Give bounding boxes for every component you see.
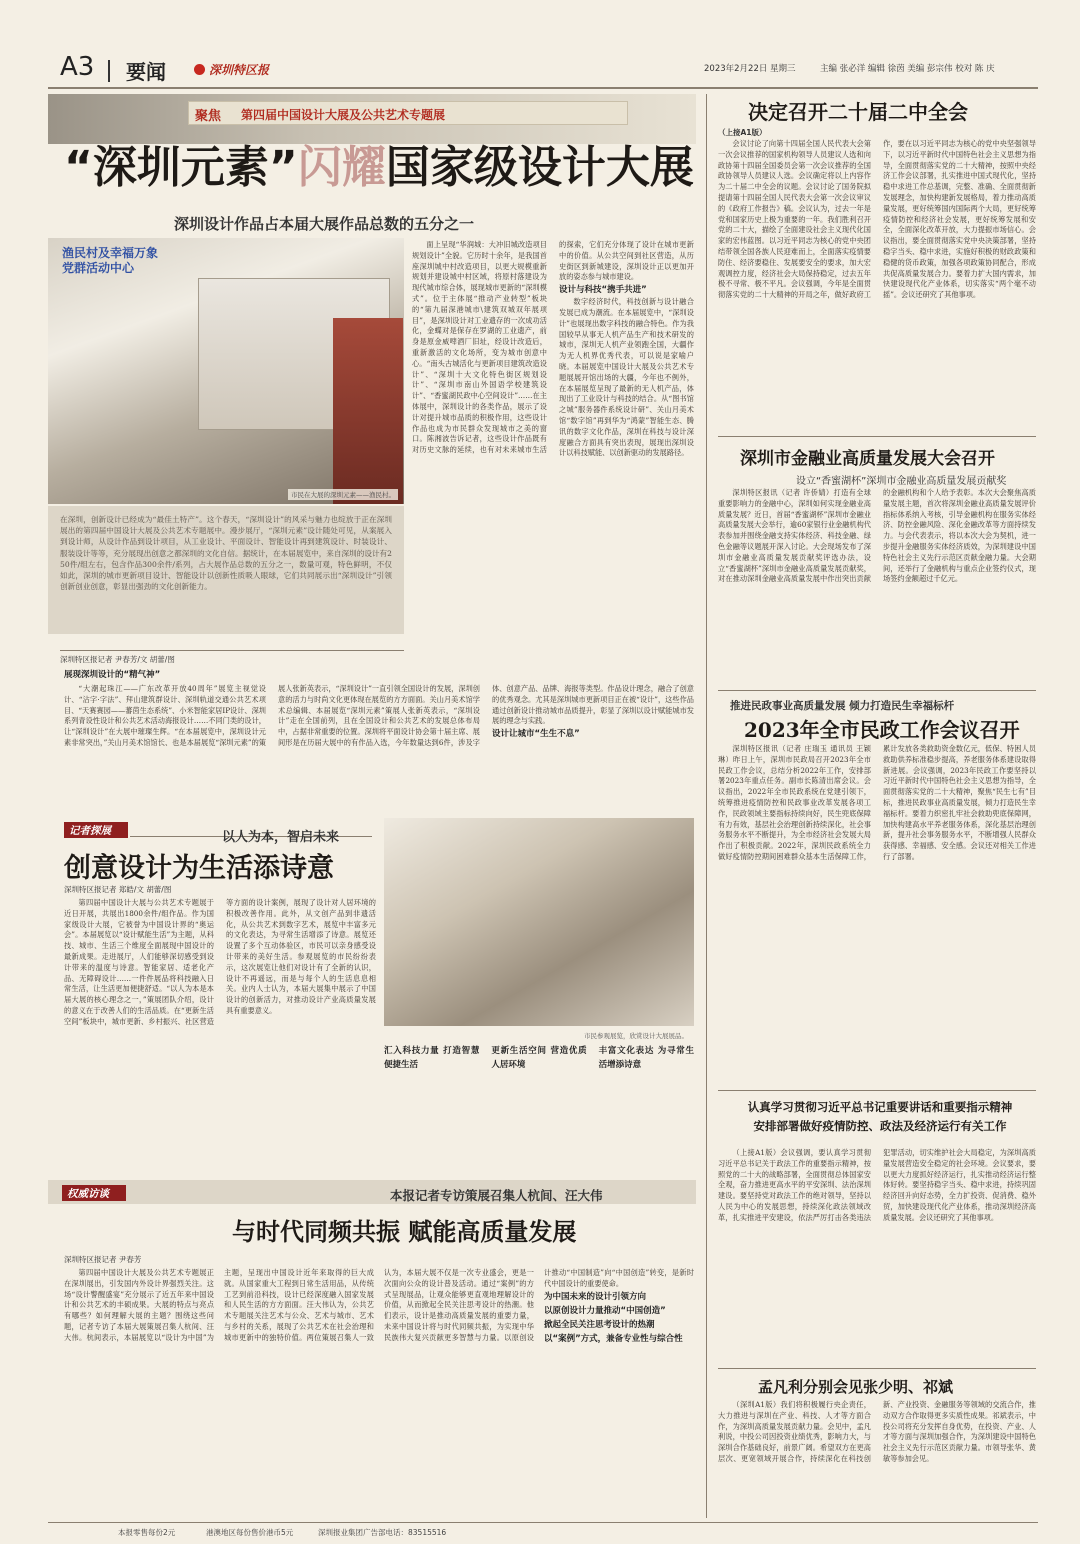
lead-subhead: 深圳设计作品占本届大展作品总数的五分之一 <box>174 215 475 233</box>
feature2-subheading-3: 掀起全民关注思考设计的热潮 <box>544 1319 655 1330</box>
topic-banner <box>188 101 628 125</box>
right1-body <box>718 139 1036 429</box>
banner-tag: 聚焦 <box>195 109 222 124</box>
feature1-subheading-3: 丰富文化表达 为寻常生活增添诗意 <box>598 1046 694 1070</box>
headline-part-3: 国家级设计大展 <box>385 142 694 193</box>
footer-phone: 深圳报业集团广告部电话：83515516 <box>318 1528 447 1537</box>
lead-paragraph-b: 面上呈现“华润城：大冲旧城改造项目规划设计”全貌。它历时十余年，是我国首座深圳城中村改造项目，以更大规模重新规划并建设城中村区域，将原村落建设为现代城市综合体，展现城市更新的“深圳模式”。位于主体展“推动产业转型”板块的“第九届深港城市\建筑双城双年展项目”，是深圳设计对工业遗存的一次成功活化，金蝶对是保存在罗湖的工业遗产，前身是原金威啤酒厂旧址，经设计改造后，重新激活的文化场所，变为城市创意中心。“南头古城活化与更新项目建筑改造设计”、“深圳十大文化特色街区规划设计”、“深圳市南山外国语学校建筑设计”、“香蜜湖民政中心空间设计”……在主体展中，深圳设计的各类作品，展示了设计对提升城市品质的积极作用，这些设计作品也成为市民群众发现城市之美的窗口。陈湘波告诉记者，这些设计作品既有对历史文脉的延续，也有对未来城市生活的探索，它们充分体现了设计在城市更新中的价值。从公共空间到社区营造，从历史街区到新城建设，深圳设计正以更加开放的姿态参与城市建设。 <box>412 240 694 455</box>
feature1-photo <box>384 818 694 1040</box>
photo-sign-line-1: 渔民村及幸福万象 <box>62 246 159 260</box>
masthead-rule <box>48 87 1038 89</box>
paper-name: 深圳特区报 <box>209 63 270 77</box>
lead-body-a <box>64 684 694 800</box>
lead-byline: 深圳特区报记者 尹春芳/文 胡蕾/图 <box>60 655 175 664</box>
lead-photo <box>48 238 404 504</box>
intro-text: 在深圳，创新设计已经成为“最佳土特产”。这个春天，“深圳设计”的风采与魅力也绽放于正在深圳展出的第四届中国设计大展及公共艺术专题展中。漫步展厅，“深圳元素”设计随处可见，从案展入到设计师，从设计作品到设计项目，从工业设计、平面设计、智能设计再到建筑设计、时装设计、服装设计等等，充分展现出创意之都深圳的文化自信。据统计，在本届展览中，来自深圳的设计有250件/组左右，包含作品300余件/系列，占大展作品总数的五分之一，数量可观，特色鲜明，不仅如此，深圳的城市更新项目设计、智能设计以创新性质吸人眼球，它们共同展示出“深圳设计”引领创新创业创意，彰显出强劲的文化创新能力。 <box>60 515 392 592</box>
feature1-tag: 记者探展 <box>69 825 111 837</box>
editor-credits: 主编 张必洋 编辑 徐茵 美编 彭宗伟 校对 陈 庆 <box>820 64 995 74</box>
right1-lead: （上接A1版） <box>718 128 767 137</box>
feature1-paragraph: 第四届中国设计大展与公共艺术专题展于近日开展，共展出1800余件/组作品。作为国家级设计大展，它被誉为中国设计界的“奥运会”。本届展览以“设计赋能生活”为主题，从科技、城市、生活三个维度全面展现中国设计的最新成果。走进展厅，人们能够深切感受到设计带来的温度与诗意。智能家居、适老化产品、无障碍设计……一件件展品将科技融入日常生活，让生活更加便捷舒适。“以人为本是本届大展的核心理念之一，”策展团队介绍，设计的意义在于改善人们的生活品质。在“更新生活空间”板块中，城市更新、乡村振兴、社区营造等方面的设计案例，展现了设计对人居环境的积极改善作用。此外，从文创产品到非遗活化，从公共艺术到数字艺术，展览中丰富多元的文化表达，为寻常生活增添了诗意。展览还设置了多个互动体验区，市民可以亲身感受设计带来的美好生活。参观展览的市民纷纷表示，这次展览让他们对设计有了全新的认识，设计不再遥远，而是与每个人的生活息息相关。业内人士认为，本届大展集中展示了中国设计的创新活力，对推动设计产业高质量发展具有重要意义。 <box>64 898 376 1026</box>
feature1-subheading-2: 更新生活空间 营造优质人居环境 <box>491 1046 587 1070</box>
lead-subheading-2: 设计让城市“生生不息” <box>492 729 580 740</box>
intro-box <box>48 506 404 634</box>
right5-headline: 孟凡利分别会见张少明、祁斌 <box>758 1378 954 1396</box>
right4-paragraph: （上接A1版）会议强调，要认真学习贯彻习近平总书记关于政法工作的重要指示精神，按照党的二十大的战略部署，全面贯彻总体国家安全观，奋力推进更高水平的平安深圳、法治深圳建设。要坚持党对政法工作的绝对领导，坚持以人民为中心的发展思想，持续深化政法领域改革，扎实推进平安建设，依法严厉打击各类违法犯罪活动，切实维护社会大局稳定，为深圳高质量发展营造安全稳定的社会环境。会议要求，要以更大力度抓好经济运行，扎实推动经济运行整体好转。要坚持稳字当头、稳中求进，持续巩固经济回升向好态势，全力扩投资、促消费、稳外贸，加快建设现代化产业体系，推动深圳经济高质量发展。会议还研究了其他事项。 <box>718 1148 1036 1222</box>
page-number: A3 <box>60 52 95 82</box>
photo-sign-line-2: 党群活动中心 <box>62 261 135 275</box>
right3-headline: 2023年全市民政工作会议召开 <box>744 718 1020 742</box>
right2-subhead: 设立“香蜜湖杯”深圳市金融业高质量发展贡献奖 <box>796 476 1007 487</box>
right4-headline <box>730 1098 1030 1136</box>
feature1-kicker: 以人为本，智启未来 <box>222 830 340 845</box>
right5-rule <box>718 1368 1036 1369</box>
feature1-body-right <box>384 1044 694 1170</box>
headline-part-2: 闪耀 <box>297 142 386 193</box>
right4-headline-line-1: 认真学习贯彻习近平总书记重要讲话和重要指示精神 <box>747 1100 1013 1114</box>
lead-subheading-1: 展现深圳设计的“精气神” <box>64 670 161 680</box>
feature2-paragraph: 第四届中国设计大展及公共艺术专题展正在深圳展出，引发国内外设计界强烈关注。这场“设计警醒盛宴”充分展示了近五年来中国设计和公共艺术的丰硕成果。大展的特点与亮点有哪些？如何理解大展的主题？围绕这些问题，记者专访了本届大展策展召集人杭间、汪大伟。杭间表示，本届展览以“设计为中国”为主题，呈现出中国设计近年来取得的巨大成就。从国家重大工程到日常生活用品，从传统工艺到前沿科技，设计已经深度融入国家发展和人民生活的方方面面。汪大伟认为，公共艺术专题展关注艺术与公众、艺术与城市、艺术与乡村的关系，展现了公共艺术在社会治理和城市更新中的独特价值。两位策展召集人一致认为，本届大展不仅是一次专业盛会，更是一次面向公众的设计普及活动。通过“案例”的方式呈现展品，让观众能够更直观地理解设计的价值，从而掀起全民关注思考设计的热潮。他们表示，设计是推动高质量发展的重要力量，未来中国设计将与时代同频共振，为实现中华民族伟大复兴贡献更多智慧与力量。以原创设计推动“中国制造”向“中国创造”转变，是新时代中国设计的重要使命。 <box>64 1268 694 1342</box>
lead-paragraph-c: 数字经济时代，科技创新与设计融合发展已成为潮流。在本届展览中，“深圳设计”也展现出数字科技的融合特色。作为我国较早从事无人机产品生产和技术研发的城市，深圳无人机产业领跑全国，大疆作为无人机界优秀代表，可以说是家喻户晓。本届展览中国设计大展及公共艺术专题展展开馆出场的大疆，今年也不例外，在本届展览呈现了最新的无人机产品，体现出了工业设计与科技的结合。从“图书馆之城”服务器件系统设计研”、关山月美术馆“数字馆”再到华为“鸿蒙”智能生态、腾讯的数字文化作品，深圳在科技与设计深度融合方面具有突出表现，展现出深圳设计以科技赋能、以创新驱动的发展路径。 <box>559 297 694 458</box>
right1-paragraph: 会议讨论了向第十四届全国人民代表大会第一次会议推荐的国家机构领导人员建议人选和向政协第十四届全国委员会第一次会议推荐的全国政协领导人员建议人选。会议确定将以上内容作为二十届二中全会的议题。会议讨论了国务院拟提请第十四届全国人民代表大会第一次会议审议的《政府工作报告》稿。会议认为，过去一年是党和国家历史上极为重要的一年。我们胜利召开党的二十大，描绘了全面建设社会主义现代化国家的宏伟蓝图。以习近平同志为核心的党中央团结带领全国各族人民迎难而上，全面落实疫情要防住、经济要稳住、发展要安全的要求，加大宏观调控力度，经济社会大局保持稳定，过去五年极不寻常、极不平凡。会议强调，今年是全面贯彻落实党的二十大精神的开局之年，做好政府工作，要在以习近平同志为核心的党中央坚强领导下，以习近平新时代中国特色社会主义思想为指导，全面贯彻落实党的二十大精神，按照中央经济工作会议部署，扎实推进中国式现代化，坚持稳中求进工作总基调，完整、准确、全面贯彻新发展理念，加快构建新发展格局，着力推动高质量发展，更好统筹国内国际两个大局，更好统筹疫情防控和经济社会发展，更好统筹发展和安全，全面深化改革开放，大力提振市场信心。会议指出，要全面贯彻落实党中央决策部署，坚持稳字当头、稳中求进，实施好积极的财政政策和稳健的货币政策，加强各项政策协同配合，形成共促高质量发展合力。要着力扩大国内需求，加快建设现代化产业体系，切实落实“两个毫不动摇”。会议还研究了其他事项。 <box>718 139 1036 300</box>
right4-body <box>718 1148 1036 1364</box>
right4-rule <box>718 1090 1036 1091</box>
feature2-tag-box <box>62 1185 126 1201</box>
feature2-subheading-2: 以原创设计力量推动“中国创造” <box>544 1305 666 1316</box>
right3-body <box>718 744 1036 1076</box>
footer-rule <box>48 1522 1038 1523</box>
right2-paragraph: 深圳特区报讯（记者 许侨婧）打造有全球重要影响力的金融中心，深圳如何实现金融业高质量发展？近日，首届“香蜜湖杯”深圳市金融业高质量发展大会举行，逾60家银行业金融机构代表参加并围绕金融支持实体经济、科技金融、绿色金融等议题展开深入讨论。大会现场发布了深圳市金融业高质量发展贡献奖评选办法，设立“香蜜湖杯”深圳市金融业高质量发展贡献奖，对在推动深圳金融业高质量发展中作出突出贡献的金融机构和个人给予表彰。本次大会聚焦高质量发展主题，首次将深圳金融业高质量发展评价指标体系纳入考核，引导金融机构在服务实体经济、防控金融风险、深化金融改革等方面持续发力。与会代表表示，将以本次大会为契机，进一步提升金融服务实体经济质效，为深圳建设中国特色社会主义先行示范区贡献金融力量。大会期间，还举行了金融机构与重点企业签约仪式，现场签约金额超过千亿元。 <box>718 488 1036 584</box>
lead-headline <box>64 140 704 200</box>
masthead-divider <box>108 60 110 82</box>
banner-title: 第四届中国设计大展及公共艺术专题展 <box>241 108 446 122</box>
feature2-subheading-4: 以“案例”方式，兼备专业性与综合性 <box>544 1333 683 1344</box>
right3-paragraph: 深圳特区报讯（记者 庄瑞玉 通讯员 王颖琳）昨日上午，深圳市民政局召开2023年全市民政工作会议，总结分析2022年工作，安排部署2023年重点任务。副市长陈清出席会议。会议指出，2022年全市民政系统在党建引领下，统筹推进疫情防控和民政事业改革发展各项工作，民政领域主要指标持续向好，民生兜底保障有力有效，基层社会治理创新持续深化，社会事务服务水平不断提升，为全市经济社会发展大局作出了积极贡献。2022年，深圳民政系统全力做好疫情防控期间困难群众基本生活保障工作，累计发放各类救助资金数亿元，低保、特困人员救助供养标准稳步提高，养老服务体系建设取得新进展。会议强调，2023年民政工作要坚持以习近平新时代中国特色社会主义思想为指导，全面贯彻落实党的二十大精神，聚焦“民生七有”目标，推进民政事业高质量发展，倾力打造民生幸福标杆。要着力织密扎牢社会救助兜底保障网，加快构建高水平养老服务体系，深化基层治理创新，提升社会事务服务水平，不断增强人民群众获得感、幸福感、安全感。会议还对相关工作进行了部署。 <box>718 744 1036 861</box>
headline-part-1: “深圳元素” <box>64 142 298 193</box>
lead-paragraph-a: “大潮起珠江——广东改革开放40周年”展览主视觉设计、“沾字·字法”、拜山建筑群设计、深圳轨道交通公共艺术项目、“天赛赛园——蕃茵生态系统”、小米智能家居IP设计、深圳系列青设性设计和公共艺术活动海报设计……不同门类的设计，让“深圳设计”在大展中璀璨生辉。“在本届展览中，深圳设计元素非常突出，”关山月美术馆馆长、也是本届展览“深圳元素”的策展人张新英表示，“深圳设计”一直引领全国设计的发展，深圳创意的活力与时尚文化更体现在展览的方方面面。关山月美术馆学术总编辑、本届展览“深圳元素”策展人张新英表示，“深圳设计”走在全国前列，且在全国设计和公共艺术的发展总体布局中，占据非常重要的位置。深圳将平面设计协会第十届主席、展间形是在历届大展中的有作品入选，今年数量达到6件，涉及字体、创意产品、品牌、海报等类型。作品设计理念，融合了创意的优秀观念。尤其是深圳城市更新项目正在被“设计”，这些作品通过创新设计推动城市品质提升，彰显了深圳以设计赋能城市发展的理念与实践。 <box>64 684 694 747</box>
feature1-byline: 深圳特区报记者 郑皓/文 胡蕾/图 <box>64 885 172 894</box>
feature2-kicker: 本报记者专访策展召集人杭间、汪大伟 <box>390 1188 603 1203</box>
right2-headline: 深圳市金融业高质量发展大会召开 <box>740 449 995 469</box>
paper-logo-icon <box>194 64 205 75</box>
feature1-subheading-1: 汇入科技力量 打造智慧便捷生活 <box>384 1046 480 1070</box>
visitor-figure <box>333 318 403 504</box>
right4-headline-line-2: 安排部署做好疫情防控、政法及经济运行有关工作 <box>753 1119 1007 1133</box>
footer-price: 本报零售每份2元 <box>118 1528 176 1537</box>
lead-text-columns <box>412 240 694 540</box>
right3-rule <box>718 690 1036 691</box>
feature2-byline: 深圳特区报记者 尹春芳 <box>64 1255 142 1264</box>
right2-rule <box>718 436 1036 437</box>
right5-body <box>718 1400 1036 1516</box>
feature2-body <box>64 1268 694 1518</box>
lead-photo-caption: 市民在大展的深圳元素——渔民村。 <box>288 489 398 500</box>
photo-sign <box>62 246 158 276</box>
feature2-tag: 权威访谈 <box>67 1188 109 1200</box>
lead-rule <box>60 650 404 651</box>
feature2-headline: 与时代同频共振 赋能高质量发展 <box>232 1218 577 1246</box>
lead-subheading-3: 设计与科技“携手共进” <box>559 285 647 296</box>
section-title: 要闻 <box>126 60 166 84</box>
feature2-subheading-1: 为中国未来的设计引领方向 <box>544 1291 647 1302</box>
column-separator <box>706 94 707 1518</box>
feature1-photo-caption: 市民参观展览，欣赏设计大展展品。 <box>584 1032 688 1040</box>
right3-kicker: 推进民政事业高质量发展 倾力打造民生幸福标杆 <box>730 700 955 712</box>
right1-headline: 决定召开二十届二中全会 <box>748 100 968 124</box>
right2-body <box>718 488 1036 686</box>
footer-hk-price: 港澳地区每份售价港币5元 <box>206 1528 294 1537</box>
feature1-tag-box <box>64 822 128 838</box>
right5-paragraph: （深圳A1版）我们将积极履行央企责任，大力推进与深圳在产业、科技、人才等方面合作，为深圳高质量发展贡献力量。会见中，孟凡利说，中投公司因投资业绩优秀，影响力大，与深圳合作基础良好，前景广阔。希望双方在更高层次、更宽领域开展合作，持续深化在科技创新、产业投资、金融服务等领域的交流合作，推动双方合作取得更多实质性成果。祁斌表示，中投公司将充分发挥自身优势，在投资、产业、人才等方面与深圳加强合作，为深圳建设中国特色社会主义先行示范区贡献力量。市领导张华、黄敏等参加会见。 <box>718 1400 1036 1463</box>
issue-date: 2023年2月22日 星期三 <box>704 64 796 74</box>
feature1-headline: 创意设计为生活添诗意 <box>64 853 334 884</box>
feature1-body-left <box>64 898 376 1170</box>
